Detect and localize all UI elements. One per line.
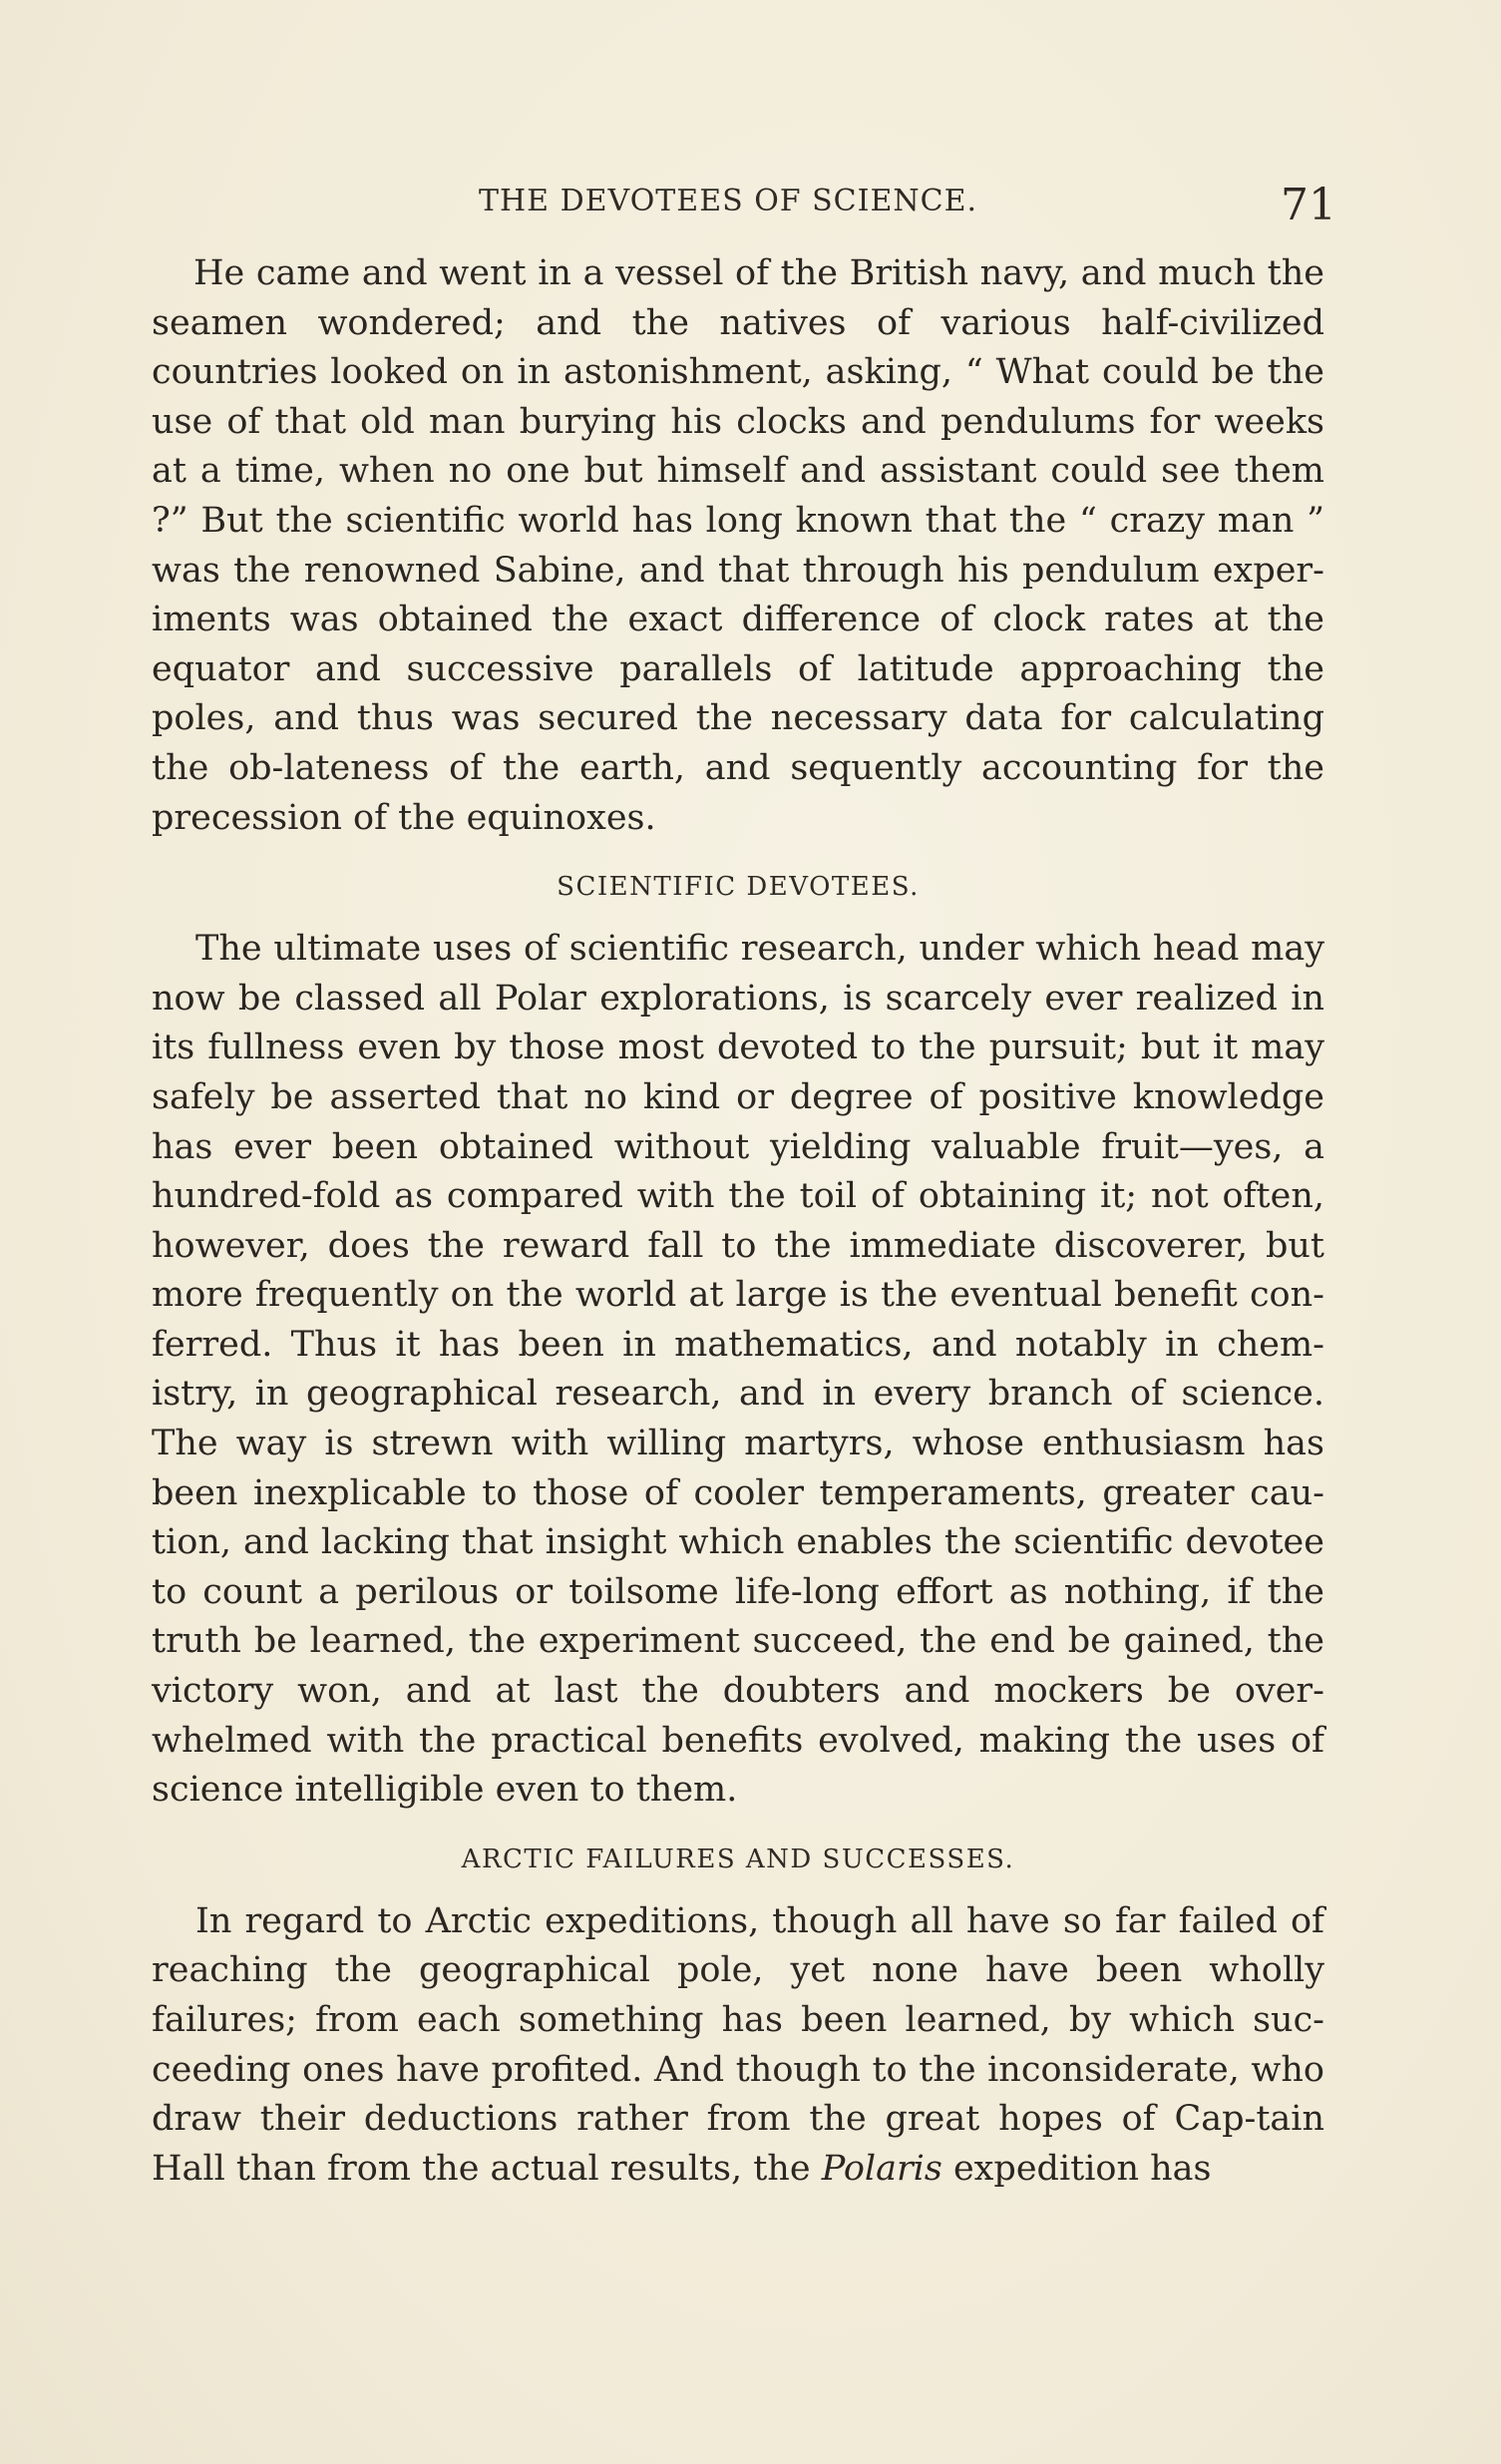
paragraph-arctic-expeditions [152,1897,1324,2195]
paragraph-text-end: expedition has [941,2148,1212,2189]
paragraph-text-start: In regard to Arctic expeditions, though all have so far failed of reaching the geographical pole, yet none have been wholly failures; from each something has been learned, by which suc-ceeding ones have profited. And though to the inconsiderate, who draw their deductions rather from the great hopes of Cap-tain Hall than from the actual results, the [152,1900,1324,2189]
page-number: 71 [1281,180,1336,230]
body-text [152,249,1324,2194]
running-head [150,180,1336,239]
running-title: THE DEVOTEES OF SCIENCE. [479,184,978,218]
ship-name-polaris: Polaris [821,2148,942,2189]
heading-scientific-devotees: SCIENTIFIC DEVOTEES. [557,872,920,903]
paragraph-scientific-research: The ultimate uses of scientific research, under which head may now be classed all Polar explorations, is scarcely ever realized in its fullness even by those most devoted to the pursuit; but it may safely be asserted that no kind or degree of positive knowledge has ever been obtained without yielding valuable fruit—yes, a hundred-fold as compared with the toil of obtaining it; not often, however, does the reward fall to the immediate discoverer, but more frequently on the world at large is the eventual benefit con-ferred. Thus it has been in mathematics, and notably in chem-istry, in geographical research, and in every branch of science. The way is strewn with willing martyrs, whose enthusiasm has been inexplicable to those of cooler temperaments, greater cau-tion, and lacking that insight which enables the scientific devotee to count a perilous or toilsome life-long effort as nothing, if the truth be learned, the experiment succeed, the end be gained, the victory won, and at last the doubters and mockers be over-whelmed with the practical benefits evolved, making the uses of science intelligible even to them. [152,929,1324,1811]
paragraph-sabine: He came and went in a vessel of the British navy, and much the seamen wondered; and the natives of various half-civilized countries looked on in astonishment, asking, “ What could be the use of that old man burying his clocks and pendulums for weeks at a time, when no one but himself and assistant could see them ?” But the scientific world has long known that the “ crazy man ” was the renowned Sabine, and that through his pendulum exper-iments was obtained the exact difference of clock rates at the equator and successive parallels of latitude approaching the poles, and thus was secured the necessary data for calculating the ob-lateness of the earth, and sequently accounting for the precession of the equinoxes. [152,253,1324,838]
heading-arctic-failures: ARCTIC FAILURES AND SUCCESSES. [461,1844,1015,1874]
